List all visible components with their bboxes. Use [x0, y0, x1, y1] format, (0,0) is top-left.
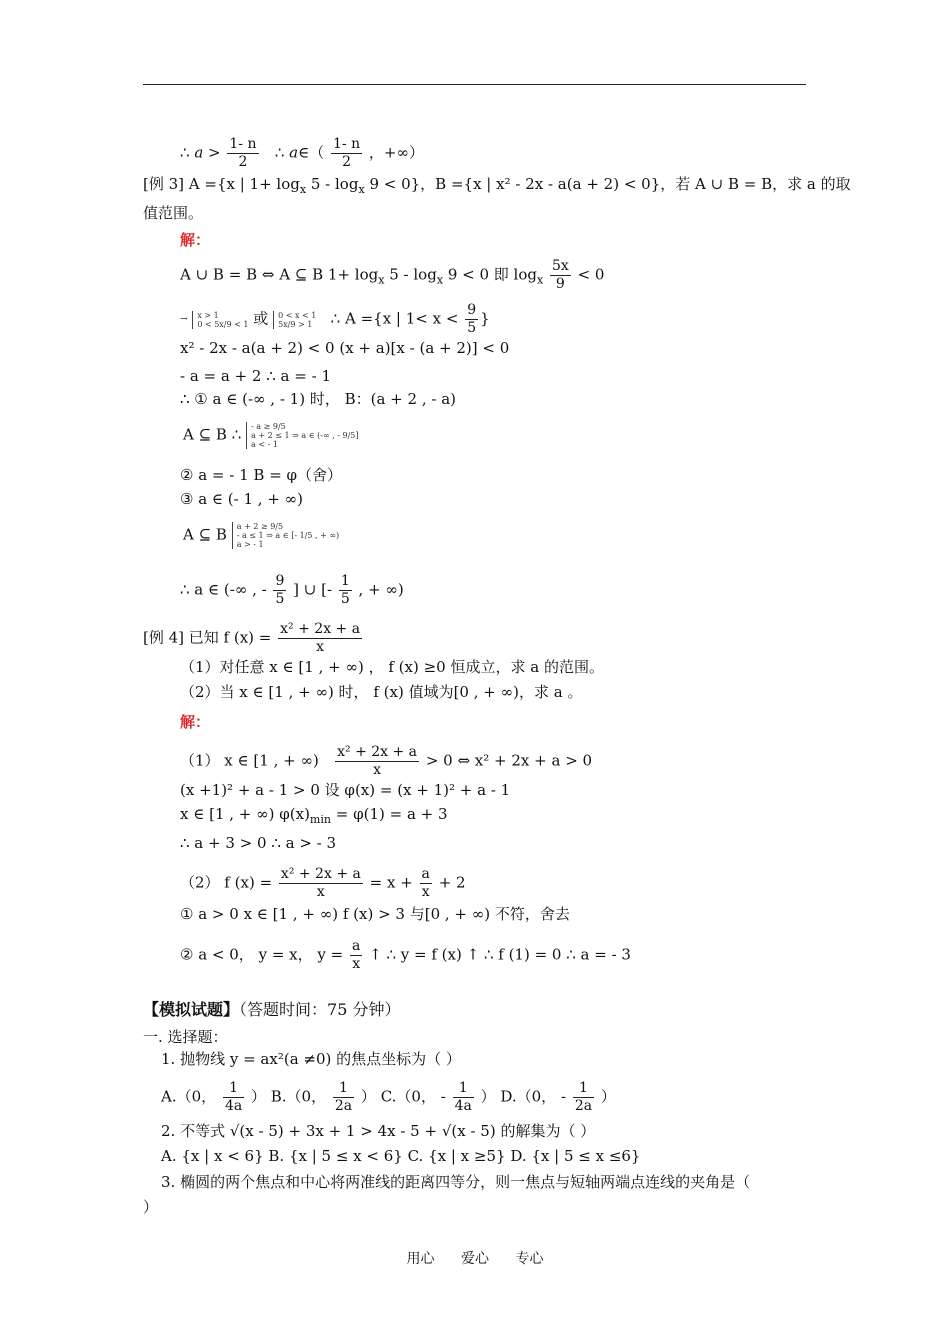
- fraction: $\frac{1- n}{2}$: [332, 136, 361, 170]
- solution-label: 解：: [180, 713, 211, 731]
- question-1-options: A.（0， $\frac{1}{4a}$ ） B.（0， $\frac{1}{2a}$ ） C.（0， - $\frac{1}{4a}$ ） D.（0， - $\frac{1}{2a}$ ）: [161, 1080, 616, 1114]
- question-2-options: A. {x | x < 6} B. {x | 5 ≤ x < 6} C. {x | x ≥5} D. {x | 5 ≤ x ≤6}: [161, 1147, 641, 1165]
- solution-line: （1） x ∈ [1 , + ∞) $\frac{\text{x² + 2x + a}}{x}$ > 0 ⇔ x² + 2x + a > 0: [180, 744, 593, 778]
- solution-line: ∴ a ∈ (-∞ , - $\frac{9}{5}$ ] ∪ [- $\frac{1}{5}$ , + ∞): [180, 573, 404, 607]
- solution-line: x ∈ [1 , + ∞) $\varphi(x)_{min} = \varphi(1) = a + 3$: [180, 805, 448, 826]
- question-1: 1. 抛物线 y = ax²(a ≠0) 的焦点坐标为（ ）: [161, 1050, 461, 1068]
- solution-line: ① a > 0 x ∈ [1 , + ∞) f (x) > 3 与[0 , + ∞) 不符，舍去: [180, 905, 570, 923]
- solution-line: （2） f (x) = $\frac{\text{x² + 2x + a}}{x}$ = x + $\frac{a}{x}$ + 2: [180, 866, 466, 900]
- example-4-statement: [例 4] 已知 f (x) = $\frac{\text{x² + 2x + a}}{x}$: [143, 621, 361, 655]
- question-1: （1）对任意 x ∈ [1 , + ∞) ， f (x) ≥0 恒成立，求 a 的范围。: [180, 658, 604, 676]
- fraction: $\frac{1- n}{2}$: [229, 136, 257, 170]
- solution-line: A ∪ B = B ⇔ A ⊆ B $1+ \log_x 5 - \log_x 9 < 0$ 即 $\log_x$ $\frac{5x}{9}$ < 0: [180, 258, 605, 292]
- example-3-statement-cont: 值范围。: [143, 204, 204, 222]
- solution-line: x² - 2x - a(a + 2) < 0 (x + a)[x - (a + 2)] < 0: [180, 339, 510, 357]
- answer-line: ∴ a > $\frac{1- n}{2}$ ∴ a∈（ $\frac{1- n}{2}$ ，+∞）: [180, 136, 424, 170]
- solution-line: ∴ a + 3 > 0 ∴ a > - 3: [180, 834, 337, 852]
- question-3-cont: ）: [143, 1198, 159, 1216]
- solution-line: ∴ ① a ∈ (-∞ , - 1) 时， B：(a + 2 , - a): [180, 390, 456, 408]
- case-system: 0 < x < 1 5x/9 > 1: [273, 311, 316, 329]
- page-footer: 用心 爱心 专心: [406, 1251, 544, 1267]
- question-2: （2）当 x ∈ [1 , + ∞) 时， f (x) 值域为[0 , + ∞)，求 a 。: [180, 683, 583, 701]
- solution-line: ② a = - 1 B = φ（舍）: [180, 466, 343, 484]
- solution-line: - a = a + 2 ∴ a = - 1: [180, 367, 331, 385]
- section-heading: 一. 选择题：: [143, 1028, 228, 1046]
- solution-label: 解：: [180, 231, 211, 249]
- example-3-statement: [例 3] A ={x | $1+ \log_x 5 - \log_x 9 < 0$}，B ={x | x² - 2x - a(a + 2) < 0}，若 A ∪ B = B，求 a 的取: [143, 175, 851, 196]
- solution-line: A ⊆ B ∴ - a ≥ 9/5 a + 2 ≤ 1 ⇒ a ∈ (-∞ , - 9/5] a < - 1: [183, 422, 359, 449]
- solution-line: A ⊆ B a + 2 ≥ 9/5 - a ≤ 1 ⇒ a ∈ [- 1/5 , + ∞) a > - 1: [183, 522, 340, 549]
- header-rule: [143, 84, 806, 85]
- solution-line: ③ a ∈ (- 1 , + ∞): [180, 490, 304, 508]
- case-system: x > 1 0 < 5x/9 < 1: [192, 311, 248, 329]
- mock-test-heading: 【模拟试题】（答题时间：75 分钟）: [143, 1000, 401, 1019]
- case-system: - a ≥ 9/5 a + 2 ≤ 1 ⇒ a ∈ (-∞ , - 9/5] a < - 1: [246, 422, 358, 449]
- solution-line: ② a < 0， y = x， y = $\frac{a}{x}$ ↑ ∴ y = f (x) ↑ ∴ f (1) = 0 ∴ a = - 3: [180, 938, 631, 972]
- question-2: 2. 不等式 √(x - 5) + 3x + 1 > 4x - 5 + √(x - 5) 的解集为（ ）: [161, 1122, 596, 1140]
- case-system: a + 2 ≥ 9/5 - a ≤ 1 ⇒ a ∈ [- 1/5 , + ∞) a > - 1: [232, 522, 339, 549]
- solution-line: → x > 1 0 < 5x/9 < 1 或 0 < x < 1 5x/9 > 1 ∴ A ={x | 1< x < $\frac{9}{5}$ }: [180, 302, 490, 336]
- solution-line: (x +1)² + a - 1 > 0 设 φ(x) = (x + 1)² + a - 1: [180, 781, 511, 799]
- question-3: 3. 椭圆的两个焦点和中心将两准线的距离四等分，则一焦点与短轴两端点连线的夹角是（: [161, 1173, 751, 1191]
